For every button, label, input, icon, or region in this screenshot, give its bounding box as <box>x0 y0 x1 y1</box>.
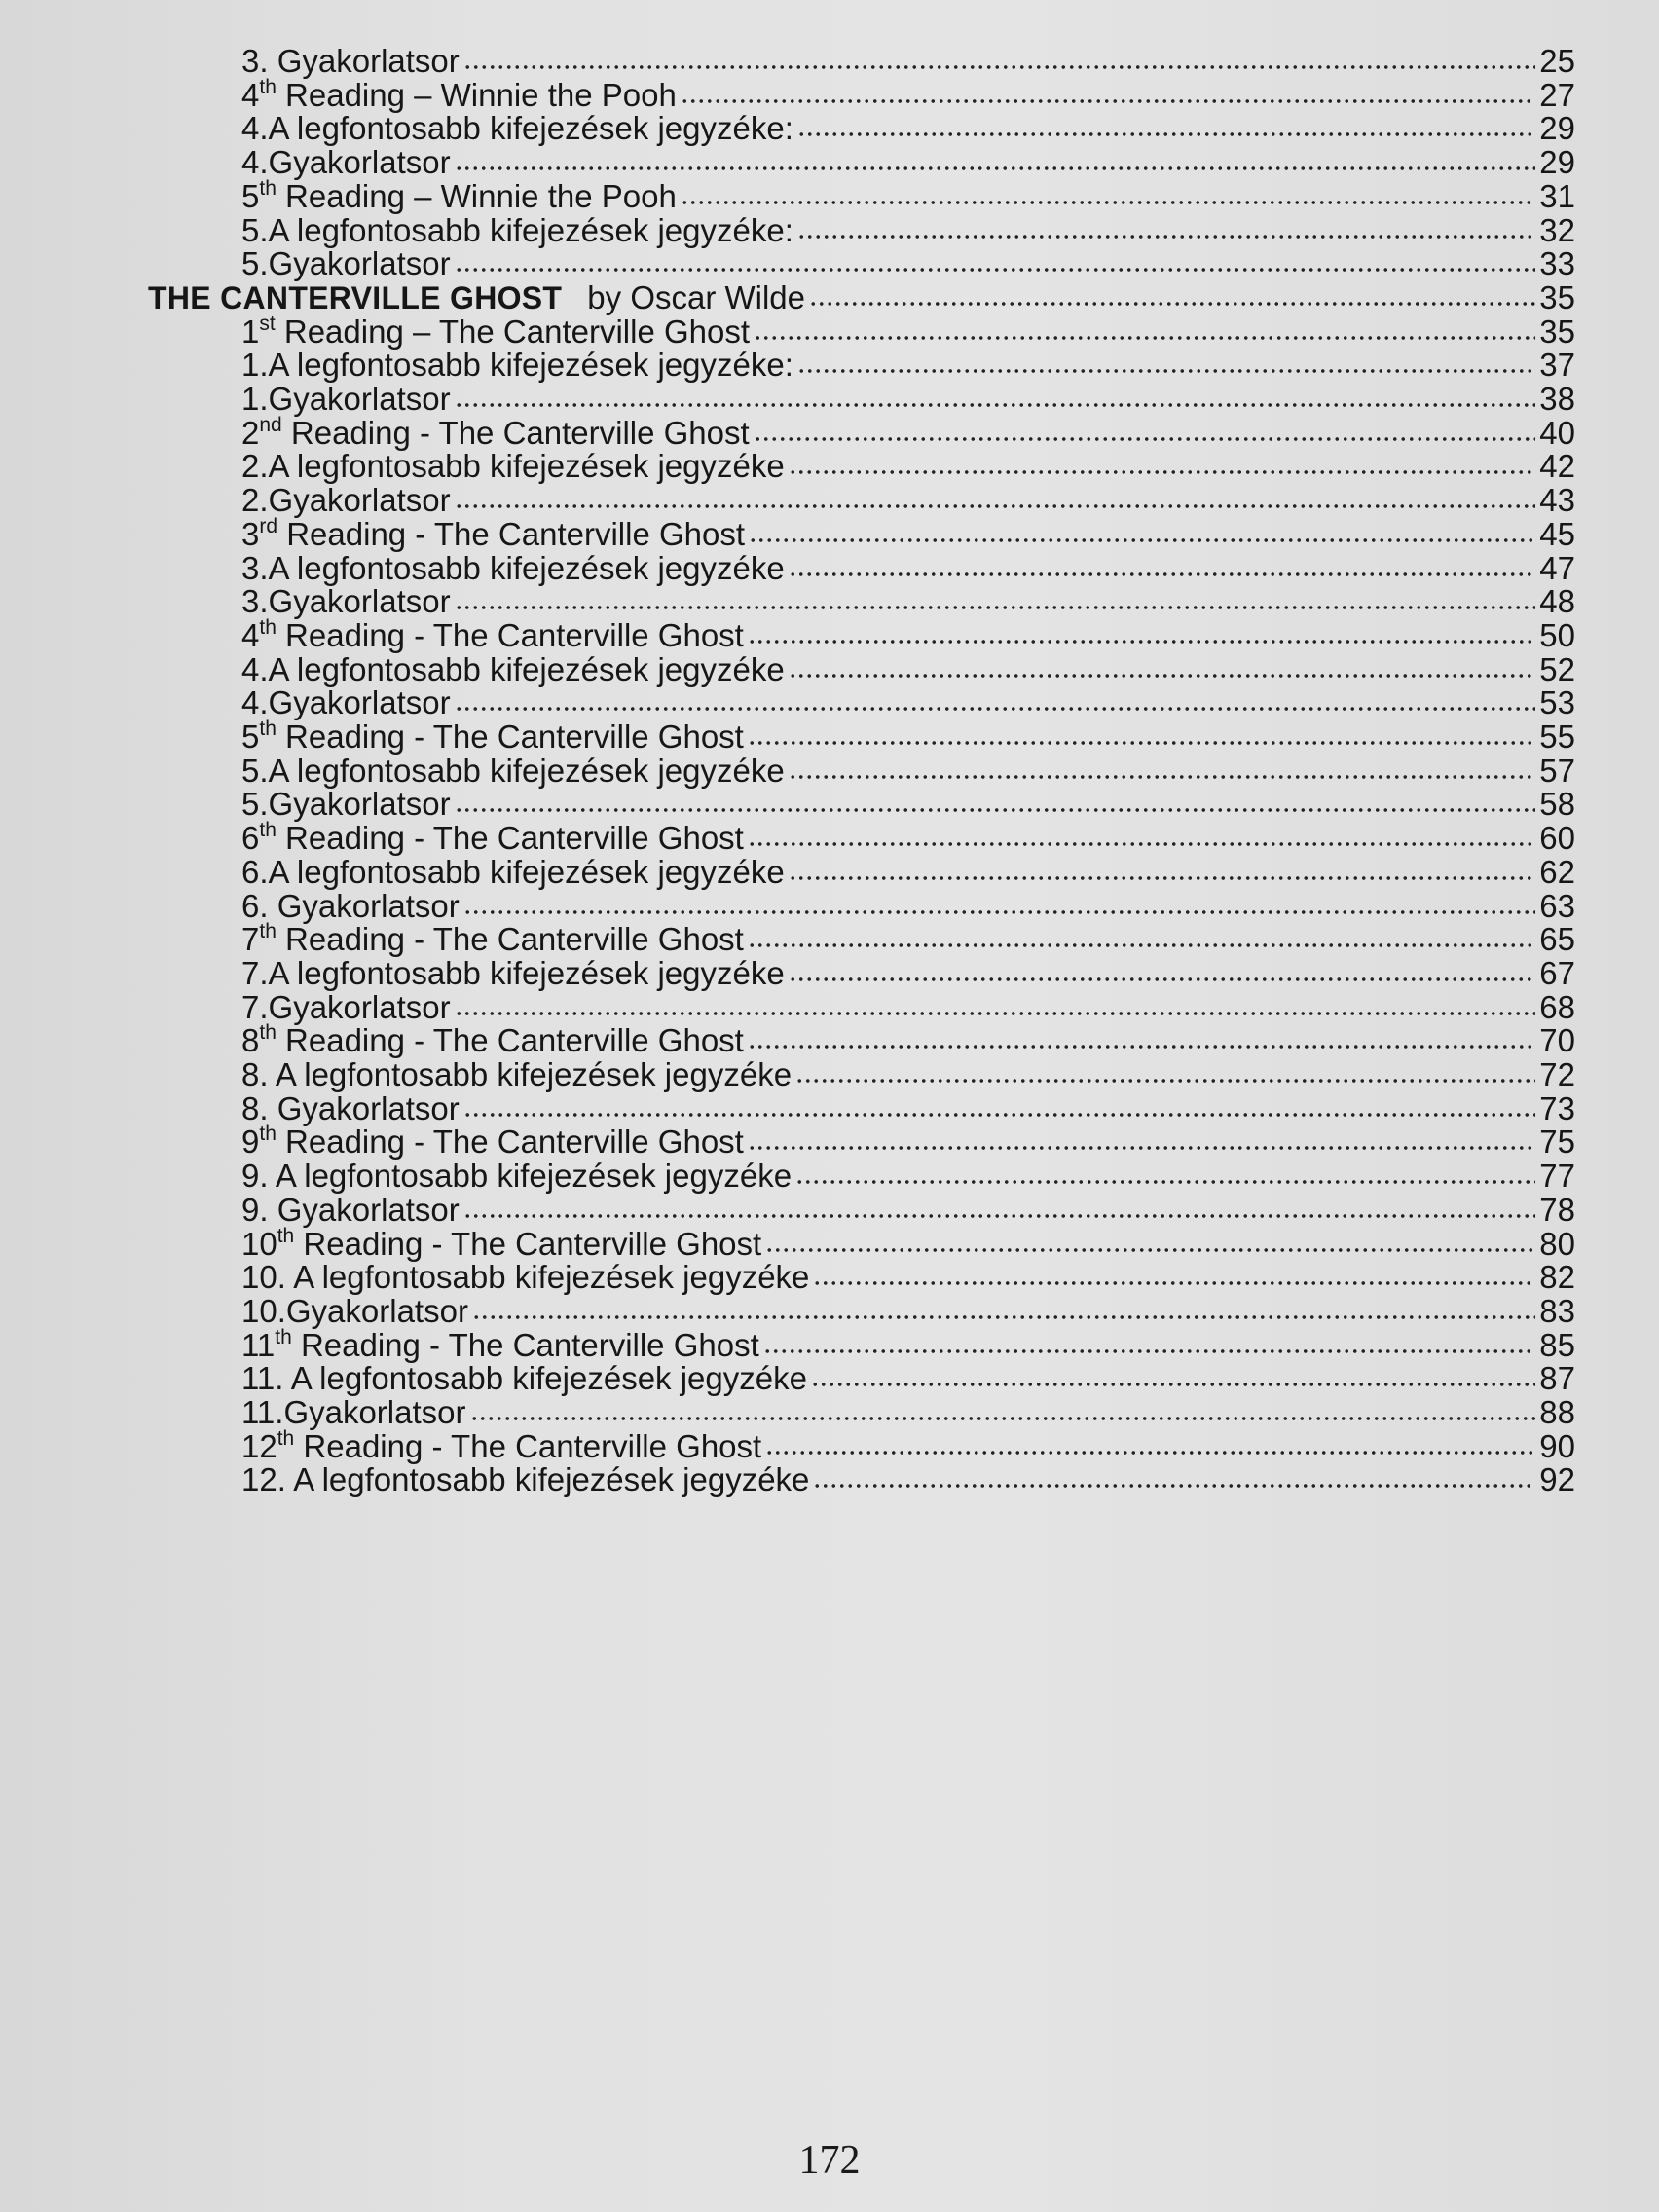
toc-entry-number: 8. <box>241 1089 277 1126</box>
toc-entry-text: Reading - The Canterville Ghost <box>276 820 744 857</box>
toc-entry-text: Gyakorlatsor <box>283 1394 466 1430</box>
toc-entry-number: 4. <box>241 650 269 687</box>
toc-page-number: 38 <box>1539 381 1575 417</box>
ordinal-suffix: th <box>259 718 276 740</box>
toc-entry-text: A legfontosabb kifejezések jegyzéke <box>275 1158 793 1195</box>
dot-leader <box>763 1346 1536 1356</box>
toc-entry-text: Gyakorlatsor <box>268 144 451 181</box>
toc-page-number: 53 <box>1539 684 1575 721</box>
dot-leader <box>681 96 1535 106</box>
toc-entry-number: 3. <box>241 549 269 586</box>
dot-leader <box>455 1009 1536 1018</box>
toc-entry-number: 8. <box>241 1056 276 1092</box>
ordinal-suffix: th <box>276 1426 295 1450</box>
toc-entry-number: 11 <box>241 1326 276 1363</box>
toc-entry-text: Gyakorlatsor <box>276 1191 460 1228</box>
toc-entry-text: A legfontosabb kifejezések jegyzéke <box>268 448 785 485</box>
ordinal-suffix: nd <box>259 413 282 436</box>
ordinal-suffix: th <box>275 1325 292 1348</box>
toc-entry-text: Reading - The Canterville Ghost <box>294 1427 762 1464</box>
toc-page-number: 35 <box>1539 278 1575 315</box>
toc-page-number: 62 <box>1539 853 1575 890</box>
ordinal-suffix: th <box>259 176 276 200</box>
toc-page-number: 45 <box>1539 515 1575 552</box>
toc-entry-text: Reading – Winnie the Pooh <box>276 76 677 113</box>
toc-entry-number: 11. <box>241 1394 284 1430</box>
toc-page-number: 82 <box>1539 1259 1575 1296</box>
toc-entry-text: A legfontosabb kifejezések jegyzéke: <box>268 347 793 384</box>
toc-entry-number: 4. <box>241 684 269 721</box>
dot-leader <box>797 366 1535 376</box>
toc-entry-number: 1. <box>241 381 269 417</box>
toc-entry-number: 3. <box>241 583 269 620</box>
toc-entry-number: 2 <box>241 414 260 451</box>
toc-entry-text: A legfontosabb kifejezések jegyzéke: <box>268 110 793 147</box>
dot-leader <box>455 265 1536 275</box>
toc-page-number: 67 <box>1539 954 1575 991</box>
toc-entry-number: 4 <box>241 76 260 113</box>
toc-page-number: 48 <box>1539 583 1575 620</box>
ordinal-suffix: th <box>259 1021 276 1045</box>
toc-page-number: 73 <box>1539 1089 1575 1126</box>
toc-entry-text: Gyakorlatsor <box>276 43 460 79</box>
toc-page-number: 50 <box>1539 616 1575 653</box>
toc-entry-text: A legfontosabb kifejezések jegyzéke <box>268 650 785 687</box>
toc-entry-number: 5. <box>241 786 269 823</box>
toc-entry-text: A legfontosabb kifejezések jegyzéke <box>268 549 785 586</box>
toc-entry-text: Gyakorlatsor <box>268 482 451 519</box>
toc-entry-number: 2. <box>241 448 269 485</box>
toc-page-number: 68 <box>1539 988 1575 1025</box>
toc-page-number: 78 <box>1539 1191 1575 1228</box>
dot-leader <box>797 129 1535 139</box>
dot-leader <box>748 1042 1535 1051</box>
ordinal-suffix: th <box>276 1224 295 1247</box>
toc-page-number: 37 <box>1539 347 1575 384</box>
toc-page-number: 27 <box>1539 76 1575 113</box>
toc-page-number: 42 <box>1539 448 1575 485</box>
ordinal-suffix: th <box>259 1123 276 1146</box>
dot-leader <box>472 1312 1535 1322</box>
ordinal-suffix: th <box>259 75 276 98</box>
toc-entry-number: 5. <box>241 245 269 282</box>
toc-page-number: 29 <box>1539 110 1575 147</box>
toc-page-number: 55 <box>1539 719 1575 755</box>
toc-page-number: 83 <box>1539 1292 1575 1329</box>
toc-entry-number: 4. <box>241 144 269 181</box>
toc-entry-number: 9 <box>241 1124 260 1161</box>
toc-page-number: 90 <box>1539 1427 1575 1464</box>
toc-entry-text: Reading - The Canterville Ghost <box>291 1326 759 1363</box>
toc-entry-number: 6. <box>241 853 269 890</box>
toc-entry-number: 5 <box>241 719 260 755</box>
toc-page-number: 25 <box>1539 43 1575 79</box>
toc-entry-text: A legfontosabb kifejezések jegyzéke: <box>268 211 793 248</box>
toc-entry-number: 5 <box>241 177 260 214</box>
toc-page-number: 31 <box>1539 177 1575 214</box>
toc-entry-text: Gyakorlatsor <box>276 887 460 924</box>
dot-leader <box>795 1076 1535 1086</box>
toc-entry-text: Gyakorlatsor <box>276 1089 460 1126</box>
toc-entry-text: Gyakorlatsor <box>285 1292 468 1329</box>
toc-page-number: 29 <box>1539 144 1575 181</box>
toc-entry-text: Reading - The Canterville Ghost <box>276 719 744 755</box>
toc-entry-text: Reading - The Canterville Ghost <box>281 414 750 451</box>
section-author: by Oscar Wilde <box>587 278 806 315</box>
toc-entry-text: Reading – Winnie the Pooh <box>276 177 677 214</box>
toc-entry-text: Reading - The Canterville Ghost <box>276 921 744 958</box>
dot-leader <box>470 1414 1536 1423</box>
dot-leader <box>765 1245 1535 1255</box>
toc-entry-number: 10. <box>241 1259 294 1296</box>
toc-entry-text: A legfontosabb kifejezések jegyzéke <box>275 1056 793 1092</box>
toc-page-number: 88 <box>1539 1394 1575 1430</box>
toc-entry-text: Gyakorlatsor <box>268 583 451 620</box>
toc-entry-text: A legfontosabb kifejezések jegyzéke <box>290 1360 807 1397</box>
toc-entry-text: Gyakorlatsor <box>268 381 451 417</box>
toc-page-number: 43 <box>1539 482 1575 519</box>
toc-entry-title <box>241 1457 809 1502</box>
toc-entry-number: 3 <box>241 515 260 552</box>
toc-entry-text: Gyakorlatsor <box>268 684 451 721</box>
dot-leader <box>455 805 1536 815</box>
dot-leader <box>748 839 1535 849</box>
toc-entry-number: 5. <box>241 211 269 248</box>
toc-entry-text: Reading - The Canterville Ghost <box>294 1225 762 1262</box>
toc-page-number: 75 <box>1539 1124 1575 1161</box>
toc-entry-number: 6 <box>241 820 260 857</box>
ordinal-suffix: st <box>259 312 276 335</box>
toc-entry-number: 1. <box>241 347 269 384</box>
toc-entry-number: 4. <box>241 110 269 147</box>
toc-page-number: 80 <box>1539 1225 1575 1262</box>
dot-leader <box>748 637 1535 646</box>
dot-leader <box>463 1211 1536 1221</box>
toc-page-number: 33 <box>1539 245 1575 282</box>
toc-page-number: 92 <box>1539 1461 1575 1498</box>
toc-entry-number: 12. <box>241 1461 294 1498</box>
toc-page-number: 65 <box>1539 921 1575 958</box>
dot-leader <box>813 1278 1535 1288</box>
section-heading-text: THE CANTERVILLE GHOST <box>148 279 563 315</box>
toc-entry-number: 11. <box>241 1360 291 1397</box>
toc-page-number: 63 <box>1539 887 1575 924</box>
toc-entry-number: 7. <box>241 954 269 991</box>
toc-entry-text: Reading - The Canterville Ghost <box>276 616 744 653</box>
dot-leader <box>789 467 1536 477</box>
toc-page-number: 85 <box>1539 1326 1575 1363</box>
ordinal-suffix: th <box>259 819 276 842</box>
toc-entry-number: 10. <box>241 1292 286 1329</box>
toc-entry-number: 6. <box>241 887 277 924</box>
toc-page-number: 47 <box>1539 549 1575 586</box>
toc-entry-number: 9. <box>241 1158 276 1195</box>
toc-entry-number: 8 <box>241 1022 260 1059</box>
toc-entry-text: Reading – The Canterville Ghost <box>275 313 751 350</box>
dot-leader <box>455 164 1536 173</box>
dot-leader <box>455 603 1536 612</box>
toc-entry-number: 1 <box>241 313 260 350</box>
toc-page-number: 70 <box>1539 1022 1575 1059</box>
toc-page-number: 40 <box>1539 414 1575 451</box>
dot-leader <box>809 299 1535 309</box>
ordinal-suffix: rd <box>259 514 278 537</box>
dot-leader <box>789 772 1536 782</box>
toc-entry-number: 2. <box>241 482 269 519</box>
dot-leader <box>813 1481 1535 1491</box>
toc-entry-text: A legfontosabb kifejezések jegyzéke <box>268 954 785 991</box>
dot-leader <box>754 434 1536 444</box>
toc-entry-number: 7. <box>241 988 269 1025</box>
toc-page-number: 32 <box>1539 211 1575 248</box>
toc-entry-number: 4 <box>241 616 260 653</box>
ordinal-suffix: th <box>259 615 276 639</box>
toc-entry-number: 10 <box>241 1225 277 1262</box>
toc-page-number: 58 <box>1539 786 1575 823</box>
dot-leader <box>765 1448 1535 1457</box>
toc-entry-text: Reading - The Canterville Ghost <box>277 515 746 552</box>
dot-leader <box>463 1110 1536 1120</box>
dot-leader <box>789 975 1536 984</box>
toc-page-number: 72 <box>1539 1056 1575 1092</box>
toc-entry-number: 7 <box>241 921 260 958</box>
dot-leader <box>463 907 1536 917</box>
toc-entry-text: Reading - The Canterville Ghost <box>276 1022 744 1059</box>
toc-entry-text: Reading - The Canterville Ghost <box>276 1124 744 1161</box>
toc-entry-number: 5. <box>241 752 269 789</box>
toc-entry-text: A legfontosabb kifejezések jegyzéke <box>268 853 785 890</box>
dot-leader <box>797 232 1535 241</box>
toc-entry-text: Gyakorlatsor <box>268 786 451 823</box>
page-number: 172 <box>798 2138 861 2183</box>
dot-leader <box>811 1380 1535 1389</box>
toc-entry-text: Gyakorlatsor <box>268 245 451 282</box>
dot-leader <box>754 333 1535 343</box>
toc-entry-number: 3. <box>241 43 277 79</box>
toc-entry-text: A legfontosabb kifejezések jegyzéke <box>293 1461 810 1498</box>
toc-page-number: 60 <box>1539 820 1575 857</box>
dot-leader <box>795 1177 1535 1187</box>
toc-page-number: 57 <box>1539 752 1575 789</box>
ordinal-suffix: th <box>259 920 276 943</box>
toc-entry-text: A legfontosabb kifejezések jegyzéke <box>268 752 785 789</box>
toc-page-number: 87 <box>1539 1360 1575 1397</box>
toc-page-number: 77 <box>1539 1158 1575 1195</box>
dot-leader <box>789 671 1536 681</box>
toc-entry-number: 12 <box>241 1427 277 1464</box>
toc-page-number: 35 <box>1539 313 1575 350</box>
dot-leader <box>789 873 1536 883</box>
dot-leader <box>789 570 1536 579</box>
dot-leader <box>748 940 1535 950</box>
toc-page-number: 52 <box>1539 650 1575 687</box>
toc-entry[interactable] <box>241 1457 1575 1502</box>
dot-leader <box>463 62 1536 72</box>
dot-leader <box>749 535 1535 545</box>
toc-entry-text: A legfontosabb kifejezések jegyzéke <box>293 1259 810 1296</box>
toc-entry-text: Gyakorlatsor <box>268 988 451 1025</box>
dot-leader <box>748 738 1535 748</box>
toc-entry-number: 9. <box>241 1191 277 1228</box>
dot-leader <box>681 198 1535 207</box>
dot-leader <box>455 704 1536 714</box>
dot-leader <box>748 1143 1535 1153</box>
dot-leader <box>455 501 1536 511</box>
dot-leader <box>455 400 1536 410</box>
